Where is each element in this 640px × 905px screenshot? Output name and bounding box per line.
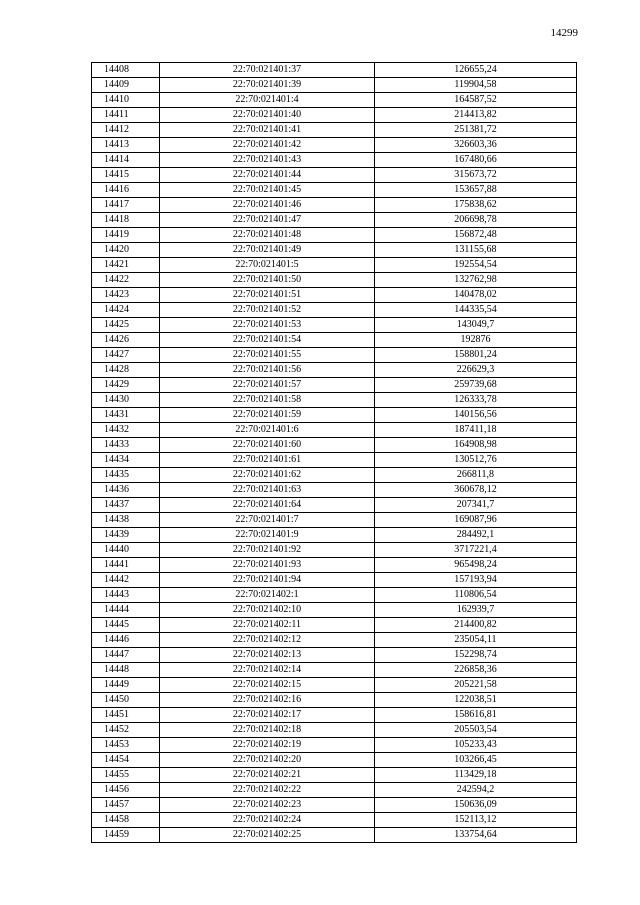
row-number-cell: 14413	[92, 138, 160, 153]
value-cell: 3717221,4	[375, 543, 577, 558]
table-row	[92, 783, 577, 798]
value-cell: 360678,12	[375, 483, 577, 498]
table-row	[92, 498, 577, 513]
value-cell: 156872,48	[375, 228, 577, 243]
table-row	[92, 288, 577, 303]
value-cell: 266811,8	[375, 468, 577, 483]
value-cell: 214400,82	[375, 618, 577, 633]
cadastral-number-cell: 22:70:021402:16	[160, 693, 375, 708]
cadastral-number-cell: 22:70:021401:55	[160, 348, 375, 363]
row-number-cell: 14443	[92, 588, 160, 603]
value-cell: 126333,78	[375, 393, 577, 408]
cadastral-number-cell: 22:70:021401:45	[160, 183, 375, 198]
table-row	[92, 768, 577, 783]
cadastral-number-cell: 22:70:021402:23	[160, 798, 375, 813]
row-number-cell: 14450	[92, 693, 160, 708]
value-cell: 206698,78	[375, 213, 577, 228]
value-cell: 164587,52	[375, 93, 577, 108]
cadastral-number-cell: 22:70:021402:25	[160, 828, 375, 843]
cadastral-number-cell: 22:70:021401:58	[160, 393, 375, 408]
cadastral-number-cell: 22:70:021402:20	[160, 753, 375, 768]
cadastral-number-cell: 22:70:021401:59	[160, 408, 375, 423]
value-cell: 192554,54	[375, 258, 577, 273]
value-cell: 284492,1	[375, 528, 577, 543]
cadastral-value-table	[91, 62, 577, 843]
cadastral-number-cell: 22:70:021401:54	[160, 333, 375, 348]
row-number-cell: 14440	[92, 543, 160, 558]
table-row	[92, 723, 577, 738]
cadastral-number-cell: 22:70:021402:21	[160, 768, 375, 783]
row-number-cell: 14434	[92, 453, 160, 468]
value-cell: 164908,98	[375, 438, 577, 453]
value-cell: 175838,62	[375, 198, 577, 213]
cadastral-number-cell: 22:70:021401:44	[160, 168, 375, 183]
row-number-cell: 14444	[92, 603, 160, 618]
table-row	[92, 408, 577, 423]
cadastral-number-cell: 22:70:021401:60	[160, 438, 375, 453]
row-number-cell: 14422	[92, 273, 160, 288]
table-row	[92, 438, 577, 453]
cadastral-number-cell: 22:70:021402:14	[160, 663, 375, 678]
table-row	[92, 63, 577, 78]
table-row	[92, 813, 577, 828]
row-number-cell: 14429	[92, 378, 160, 393]
value-cell: 169087,96	[375, 513, 577, 528]
cadastral-number-cell: 22:70:021401:47	[160, 213, 375, 228]
value-cell: 251381,72	[375, 123, 577, 138]
cadastral-number-cell: 22:70:021401:61	[160, 453, 375, 468]
table-row	[92, 708, 577, 723]
table-row	[92, 453, 577, 468]
row-number-cell: 14435	[92, 468, 160, 483]
row-number-cell: 14453	[92, 738, 160, 753]
row-number-cell: 14410	[92, 93, 160, 108]
value-cell: 315673,72	[375, 168, 577, 183]
row-number-cell: 14421	[92, 258, 160, 273]
table-row	[92, 423, 577, 438]
value-cell: 192876	[375, 333, 577, 348]
row-number-cell: 14445	[92, 618, 160, 633]
value-cell: 143049,7	[375, 318, 577, 333]
cadastral-number-cell: 22:70:021402:11	[160, 618, 375, 633]
value-cell: 119904,58	[375, 78, 577, 93]
table-row	[92, 588, 577, 603]
value-cell: 131155,68	[375, 243, 577, 258]
table-row	[92, 678, 577, 693]
row-number-cell: 14430	[92, 393, 160, 408]
row-number-cell: 14447	[92, 648, 160, 663]
table-row	[92, 603, 577, 618]
table-row	[92, 213, 577, 228]
value-cell: 152113,12	[375, 813, 577, 828]
value-cell: 103266,45	[375, 753, 577, 768]
table-row	[92, 138, 577, 153]
row-number-cell: 14412	[92, 123, 160, 138]
table-row	[92, 243, 577, 258]
table-row	[92, 318, 577, 333]
row-number-cell: 14423	[92, 288, 160, 303]
table-row	[92, 303, 577, 318]
value-cell: 259739,68	[375, 378, 577, 393]
row-number-cell: 14452	[92, 723, 160, 738]
value-cell: 205221,58	[375, 678, 577, 693]
cadastral-number-cell: 22:70:021401:7	[160, 513, 375, 528]
value-cell: 205503,54	[375, 723, 577, 738]
row-number-cell: 14417	[92, 198, 160, 213]
cadastral-number-cell: 22:70:021401:4	[160, 93, 375, 108]
value-cell: 152298,74	[375, 648, 577, 663]
table-row	[92, 198, 577, 213]
table-row	[92, 348, 577, 363]
value-cell: 113429,18	[375, 768, 577, 783]
row-number-cell: 14420	[92, 243, 160, 258]
value-cell: 153657,88	[375, 183, 577, 198]
row-number-cell: 14424	[92, 303, 160, 318]
table-row	[92, 648, 577, 663]
cadastral-number-cell: 22:70:021402:12	[160, 633, 375, 648]
value-cell: 140156,56	[375, 408, 577, 423]
value-cell: 126655,24	[375, 63, 577, 78]
value-cell: 140478,02	[375, 288, 577, 303]
table-row	[92, 543, 577, 558]
table-row	[92, 828, 577, 843]
row-number-cell: 14414	[92, 153, 160, 168]
row-number-cell: 14442	[92, 573, 160, 588]
row-number-cell: 14431	[92, 408, 160, 423]
row-number-cell: 14449	[92, 678, 160, 693]
value-cell: 207341,7	[375, 498, 577, 513]
table-row	[92, 693, 577, 708]
cadastral-number-cell: 22:70:021402:24	[160, 813, 375, 828]
table-row	[92, 378, 577, 393]
table-row	[92, 123, 577, 138]
cadastral-number-cell: 22:70:021401:40	[160, 108, 375, 123]
row-number-cell: 14437	[92, 498, 160, 513]
row-number-cell: 14419	[92, 228, 160, 243]
table-row	[92, 78, 577, 93]
table-row	[92, 738, 577, 753]
table-row	[92, 528, 577, 543]
cadastral-number-cell: 22:70:021401:39	[160, 78, 375, 93]
table-row	[92, 663, 577, 678]
cadastral-number-cell: 22:70:021402:19	[160, 738, 375, 753]
value-cell: 214413,82	[375, 108, 577, 123]
row-number-cell: 14458	[92, 813, 160, 828]
cadastral-number-cell: 22:70:021401:41	[160, 123, 375, 138]
cadastral-number-cell: 22:70:021401:94	[160, 573, 375, 588]
row-number-cell: 14446	[92, 633, 160, 648]
row-number-cell: 14428	[92, 363, 160, 378]
value-cell: 226858,36	[375, 663, 577, 678]
cadastral-number-cell: 22:70:021401:62	[160, 468, 375, 483]
cadastral-number-cell: 22:70:021401:63	[160, 483, 375, 498]
row-number-cell: 14415	[92, 168, 160, 183]
cadastral-number-cell: 22:70:021401:5	[160, 258, 375, 273]
cadastral-number-cell: 22:70:021402:13	[160, 648, 375, 663]
row-number-cell: 14409	[92, 78, 160, 93]
table-row	[92, 183, 577, 198]
row-number-cell: 14441	[92, 558, 160, 573]
page-number: 14299	[550, 27, 578, 39]
value-cell: 226629,3	[375, 363, 577, 378]
table-row	[92, 393, 577, 408]
table-row	[92, 753, 577, 768]
cadastral-number-cell: 22:70:021401:48	[160, 228, 375, 243]
table-body	[92, 63, 577, 843]
table-row	[92, 258, 577, 273]
value-cell: 167480,66	[375, 153, 577, 168]
value-cell: 157193,94	[375, 573, 577, 588]
value-cell: 326603,36	[375, 138, 577, 153]
cadastral-number-cell: 22:70:021402:18	[160, 723, 375, 738]
cadastral-number-cell: 22:70:021402:15	[160, 678, 375, 693]
value-cell: 187411,18	[375, 423, 577, 438]
cadastral-number-cell: 22:70:021402:1	[160, 588, 375, 603]
cadastral-number-cell: 22:70:021401:9	[160, 528, 375, 543]
row-number-cell: 14411	[92, 108, 160, 123]
row-number-cell: 14425	[92, 318, 160, 333]
row-number-cell: 14427	[92, 348, 160, 363]
table-row	[92, 228, 577, 243]
value-cell: 144335,54	[375, 303, 577, 318]
cadastral-number-cell: 22:70:021401:57	[160, 378, 375, 393]
value-cell: 130512,76	[375, 453, 577, 468]
value-cell: 158616,81	[375, 708, 577, 723]
cadastral-number-cell: 22:70:021401:43	[160, 153, 375, 168]
value-cell: 242594,2	[375, 783, 577, 798]
table-row	[92, 333, 577, 348]
row-number-cell: 14408	[92, 63, 160, 78]
row-number-cell: 14439	[92, 528, 160, 543]
table-row	[92, 468, 577, 483]
value-cell: 150636,09	[375, 798, 577, 813]
row-number-cell: 14438	[92, 513, 160, 528]
row-number-cell: 14455	[92, 768, 160, 783]
value-cell: 132762,98	[375, 273, 577, 288]
value-cell: 162939,7	[375, 603, 577, 618]
row-number-cell: 14456	[92, 783, 160, 798]
cadastral-number-cell: 22:70:021401:92	[160, 543, 375, 558]
table-row	[92, 108, 577, 123]
row-number-cell: 14426	[92, 333, 160, 348]
cadastral-number-cell: 22:70:021402:22	[160, 783, 375, 798]
row-number-cell: 14448	[92, 663, 160, 678]
table-row	[92, 573, 577, 588]
cadastral-number-cell: 22:70:021402:17	[160, 708, 375, 723]
cadastral-number-cell: 22:70:021401:50	[160, 273, 375, 288]
table-row	[92, 798, 577, 813]
cadastral-number-cell: 22:70:021401:93	[160, 558, 375, 573]
cadastral-number-cell: 22:70:021402:10	[160, 603, 375, 618]
row-number-cell: 14436	[92, 483, 160, 498]
cadastral-number-cell: 22:70:021401:42	[160, 138, 375, 153]
row-number-cell: 14433	[92, 438, 160, 453]
row-number-cell: 14457	[92, 798, 160, 813]
cadastral-number-cell: 22:70:021401:51	[160, 288, 375, 303]
row-number-cell: 14459	[92, 828, 160, 843]
cadastral-number-cell: 22:70:021401:53	[160, 318, 375, 333]
value-cell: 235054,11	[375, 633, 577, 648]
value-cell: 965498,24	[375, 558, 577, 573]
cadastral-number-cell: 22:70:021401:64	[160, 498, 375, 513]
cadastral-number-cell: 22:70:021401:52	[160, 303, 375, 318]
table-row	[92, 558, 577, 573]
table-row	[92, 513, 577, 528]
table-row	[92, 93, 577, 108]
table-row	[92, 633, 577, 648]
row-number-cell: 14416	[92, 183, 160, 198]
cadastral-number-cell: 22:70:021401:49	[160, 243, 375, 258]
value-cell: 110806,54	[375, 588, 577, 603]
value-cell: 122038,51	[375, 693, 577, 708]
row-number-cell: 14454	[92, 753, 160, 768]
cadastral-number-cell: 22:70:021401:37	[160, 63, 375, 78]
row-number-cell: 14418	[92, 213, 160, 228]
table-row	[92, 273, 577, 288]
row-number-cell: 14432	[92, 423, 160, 438]
table-row	[92, 153, 577, 168]
table-row	[92, 168, 577, 183]
table-row	[92, 618, 577, 633]
cadastral-number-cell: 22:70:021401:6	[160, 423, 375, 438]
table-row	[92, 363, 577, 378]
value-cell: 105233,43	[375, 738, 577, 753]
table-row	[92, 483, 577, 498]
value-cell: 133754,64	[375, 828, 577, 843]
value-cell: 158801,24	[375, 348, 577, 363]
cadastral-number-cell: 22:70:021401:56	[160, 363, 375, 378]
row-number-cell: 14451	[92, 708, 160, 723]
cadastral-number-cell: 22:70:021401:46	[160, 198, 375, 213]
